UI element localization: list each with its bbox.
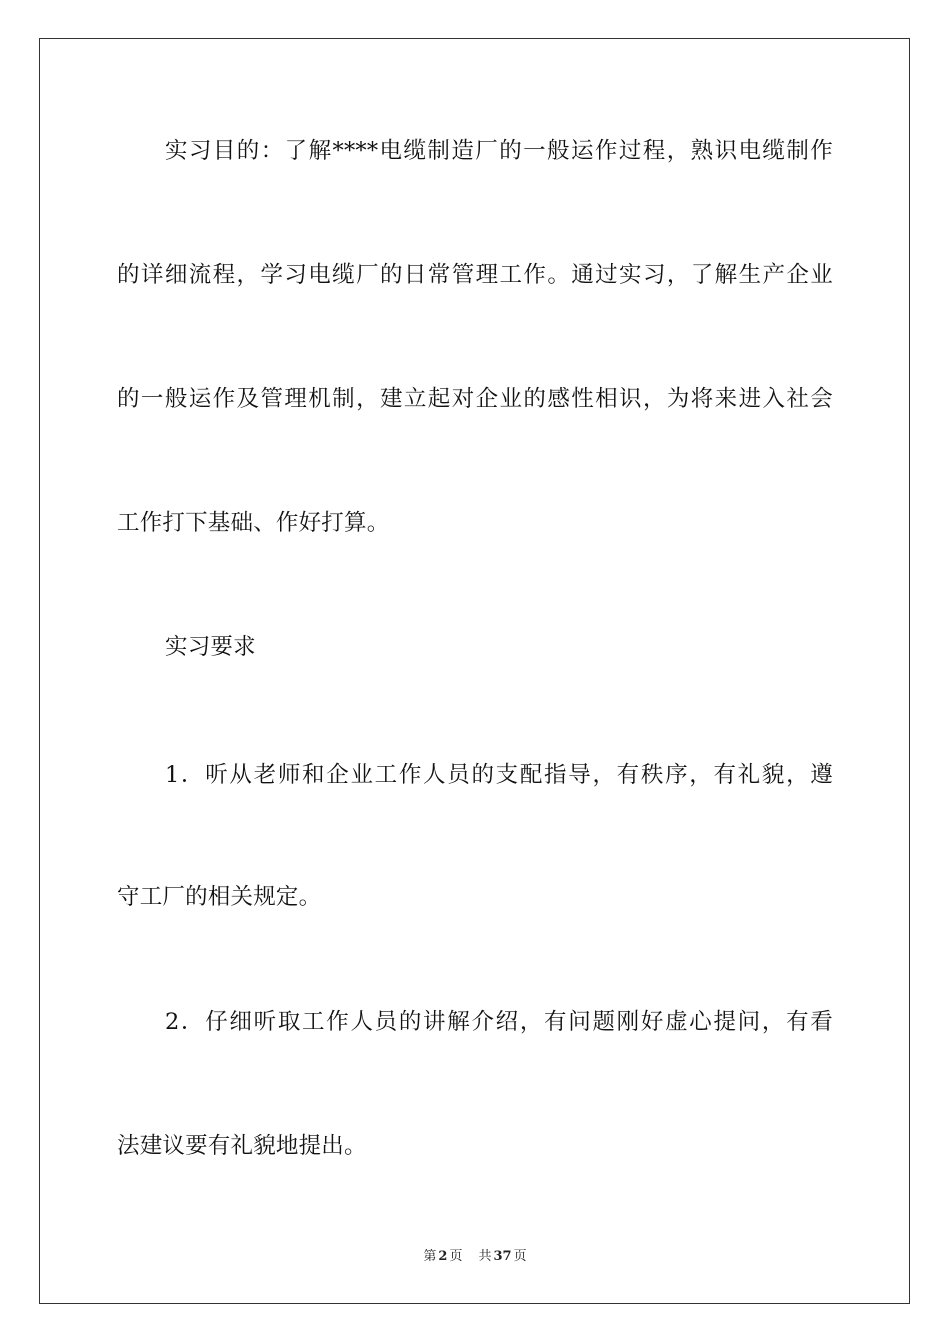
footer-total-prefix: 共 [478,1249,492,1264]
footer-page-suffix: 页 [449,1249,463,1264]
footer-total-pages: 37 [493,1249,512,1264]
requirement-1-line-2: 守工厂的相关规定。 [117,884,322,910]
requirement-2-line-2: 法建议要有礼貌地提出。 [117,1133,367,1159]
paragraph-purpose-line-1: 实习目的：了解****电缆制造厂的一般运作过程，熟识电缆制作 [165,138,833,164]
requirement-1-line-1: 1．听从老师和企业工作人员的支配指导，有秩序，有礼貌，遵 [165,762,833,788]
footer-total-suffix: 页 [513,1249,527,1264]
paragraph-purpose-line-4: 工作打下基础、作好打算。 [117,510,390,536]
footer-page-prefix: 第 [423,1249,437,1264]
section-heading-requirements: 实习要求 [165,634,256,660]
paragraph-purpose-line-2: 的详细流程，学习电缆厂的日常管理工作。通过实习，了解生产企业 [117,262,833,288]
footer-page-number: 2 [438,1249,448,1264]
requirement-2-line-1: 2．仔细听取工作人员的讲解介绍，有问题刚好虚心提问，有看 [165,1009,833,1035]
document-page [39,38,910,1304]
page-footer [0,1248,950,1266]
paragraph-purpose-line-3: 的一般运作及管理机制，建立起对企业的感性相识，为将来进入社会 [117,386,833,412]
